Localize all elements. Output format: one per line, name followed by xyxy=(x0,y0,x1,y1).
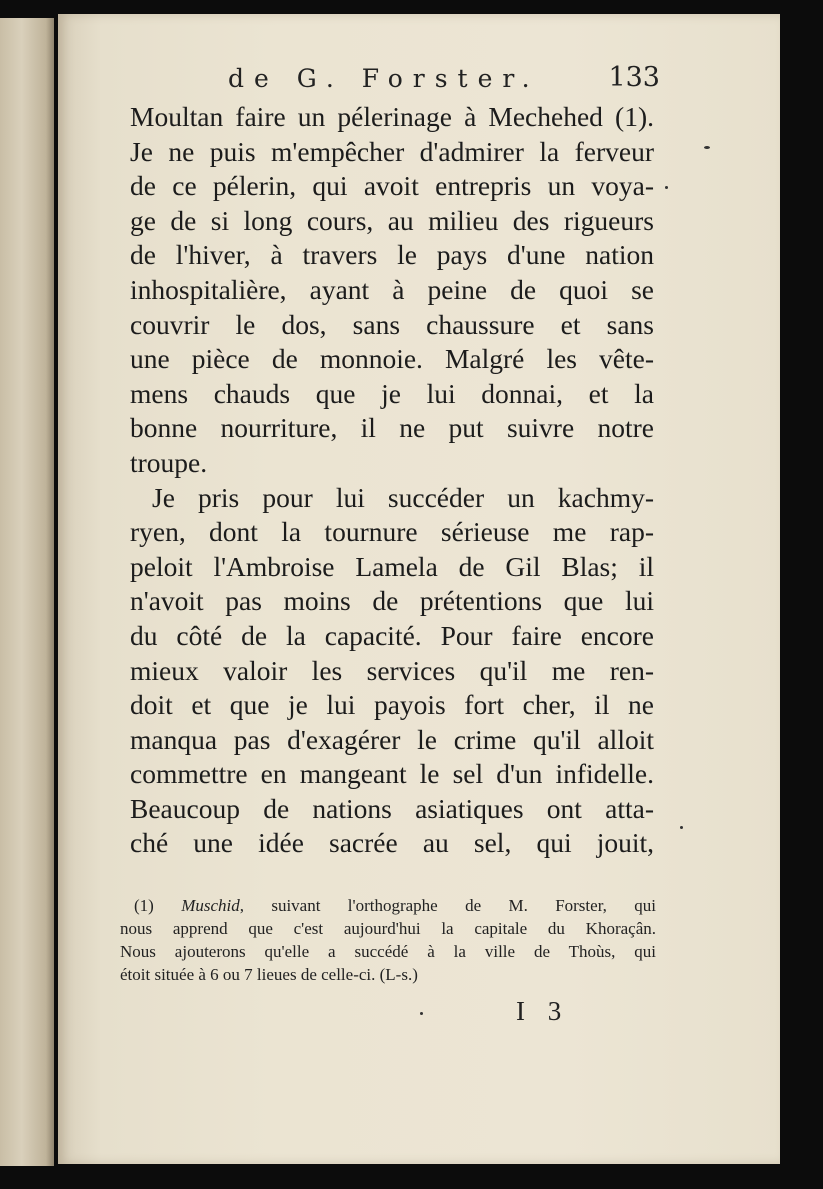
text-line: Moultan faire un pélerinage à Mechehed (1). xyxy=(130,101,654,132)
text-line: couvrir le dos, sans chaussure et sans xyxy=(130,308,654,340)
footnote-marker: (1) xyxy=(134,896,154,915)
footnote-line: nous apprend que c'est aujourd'hui la capitale du Khoraçân. xyxy=(120,919,656,938)
paper-speck xyxy=(420,1012,423,1015)
text-line: doit et que je lui payois fort cher, il ne xyxy=(130,689,654,721)
paper-speck xyxy=(704,146,710,149)
text-line: une pièce de monnoie. Malgré les vête- xyxy=(130,343,654,375)
signature-mark: I 3 xyxy=(516,996,570,1026)
paper-speck xyxy=(680,826,683,829)
text-line: n'avoit pas moins de prétentions que lui xyxy=(130,585,654,617)
running-head xyxy=(228,60,660,100)
text-line: Je ne puis m'empêcher d'admirer la ferveur xyxy=(130,135,654,167)
text-line: peloit l'Ambroise Lamela de Gil Blas; il xyxy=(130,550,654,582)
footnote-line: Nous ajouterons qu'elle a succédé à la ville de Thoùs, qui xyxy=(120,942,656,961)
text-line: mens chauds que je lui donnai, et la xyxy=(130,377,654,409)
text-line: Je pris pour lui succéder un kachmy- xyxy=(152,481,654,513)
paper-speck xyxy=(665,186,668,189)
footnote-line xyxy=(120,894,656,917)
facing-page-edge xyxy=(0,18,54,1166)
text-line: de ce pélerin, qui avoit entrepris un voya- xyxy=(130,170,654,202)
footnote-line: étoit située à 6 ou 7 lieues de celle-ci. (L-s.) xyxy=(120,965,418,984)
body-text xyxy=(130,100,654,861)
text-line: ryen, dont la tournure sérieuse me rap- xyxy=(130,516,654,548)
text-line: de l'hiver, à travers le pays d'une nation xyxy=(130,239,654,271)
footnote xyxy=(120,894,656,986)
page-number: 133 xyxy=(608,62,660,93)
text-line: bonne nourriture, il ne put suivre notre xyxy=(130,412,654,444)
text-line: ché une idée sacrée au sel, qui jouit, xyxy=(130,827,654,859)
footnote-text: , suivant l'orthographe de M. Forster, qui xyxy=(239,896,656,915)
text-line: ge de si long cours, au milieu des rigueurs xyxy=(130,204,654,236)
text-line: du côté de la capacité. Pour faire encore xyxy=(130,619,654,651)
running-head-title: de G. Forster. xyxy=(228,64,540,93)
text-line: commettre en mangeant le sel d'un infidelle. xyxy=(130,758,654,790)
text-line: inhospitalière, ayant à peine de quoi se xyxy=(130,273,654,305)
text-line: mieux valoir les services qu'il me ren- xyxy=(130,654,654,686)
footnote-term: Muschid xyxy=(181,896,240,915)
text-line: manqua pas d'exagérer le crime qu'il alloit xyxy=(130,723,654,755)
text-line: Beaucoup de nations asiatiques ont atta- xyxy=(130,792,654,824)
text-line: troupe. xyxy=(130,446,208,478)
